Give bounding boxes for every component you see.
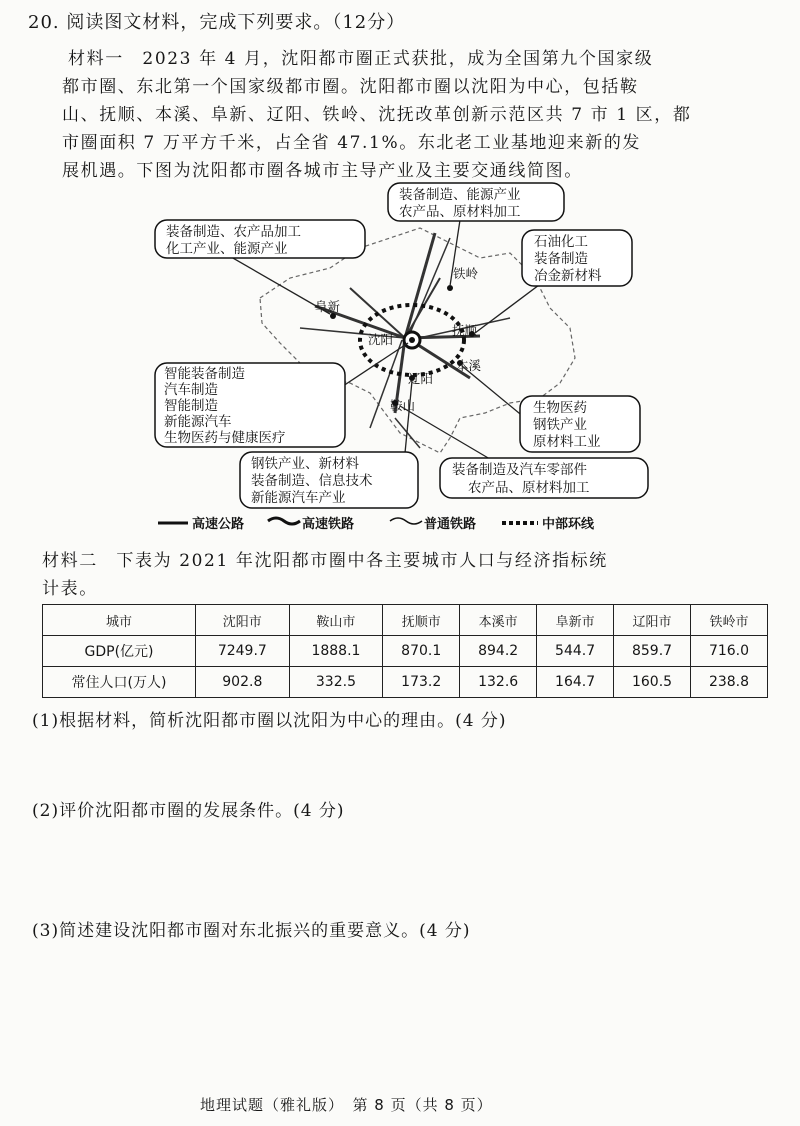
table-header-row (43, 605, 768, 636)
table-header: 抚顺市 (383, 605, 460, 636)
table-cell: 716.0 (691, 636, 768, 667)
sub-question-2: (2)评价沈阳都市圈的发展条件。(4 分) (32, 801, 345, 821)
table-header: 阜新市 (537, 605, 614, 636)
table-cell: 859.7 (614, 636, 691, 667)
table-cell: 132.6 (460, 667, 537, 698)
svg-text:原材料工业: 原材料工业 (533, 434, 601, 450)
industry-box-benxi (520, 396, 640, 452)
table-header: 沈阳市 (196, 605, 290, 636)
material1-line: 都市圈、东北第一个国家级都市圈。沈阳都市圈以沈阳为中心，包括鞍 (62, 77, 639, 97)
material1-line: 材料一 2023 年 4 月，沈阳都市圈正式获批，成为全国第九个国家级 (68, 49, 654, 69)
table-header: 铁岭市 (691, 605, 768, 636)
sub-question-3: (3)简述建设沈阳都市圈对东北振兴的重要意义。(4 分) (32, 921, 471, 941)
material1-line: 山、抚顺、本溪、阜新、辽阳、铁岭、沈抚改革创新示范区共 7 市 1 区，都 (62, 105, 692, 125)
legend-railway: 普通铁路 (424, 517, 477, 530)
table-row (43, 667, 768, 698)
material2-line: 材料二 下表为 2021 年沈阳都市圈中各主要城市人口与经济指标统 (42, 551, 608, 571)
industry-transport-map (150, 178, 650, 530)
svg-text:钢铁产业、新材料: 钢铁产业、新材料 (251, 456, 359, 472)
svg-text:生物医药: 生物医药 (533, 400, 587, 416)
statistics-table (42, 604, 768, 698)
label-fuxin: 阜新 (315, 299, 341, 314)
svg-text:装备制造: 装备制造 (534, 251, 588, 267)
svg-text:新能源汽车: 新能源汽车 (164, 414, 232, 430)
svg-text:石油化工: 石油化工 (534, 234, 588, 250)
svg-text:智能制造: 智能制造 (164, 398, 218, 414)
label-fushun: 抚顺 (452, 323, 478, 338)
svg-text:农产品、原材料加工: 农产品、原材料加工 (468, 480, 590, 496)
table-cell: 7249.7 (196, 636, 290, 667)
industry-box-liaoyang (440, 458, 648, 498)
legend-ring: 中部环线 (542, 517, 595, 530)
label-tieling: 铁岭 (453, 266, 479, 281)
table-cell: 173.2 (383, 667, 460, 698)
table-cell: 544.7 (537, 636, 614, 667)
table-cell: 332.5 (289, 667, 383, 698)
table-cell: 870.1 (383, 636, 460, 667)
legend-high-speed-rail: 高速铁路 (302, 517, 355, 530)
industry-box-shenyang (155, 363, 345, 447)
svg-text:装备制造、农产品加工: 装备制造、农产品加工 (166, 224, 301, 240)
table-row (43, 636, 768, 667)
table-header: 鞍山市 (289, 605, 383, 636)
table-cell: 902.8 (196, 667, 290, 698)
material1-line: 市圈面积 7 万平方千米，占全省 47.1%。东北老工业基地迎来新的发 (62, 133, 642, 153)
label-benxi: 本溪 (456, 358, 482, 373)
table-cell: 164.7 (537, 667, 614, 698)
table-cell: 238.8 (691, 667, 768, 698)
label-anshan: 鞍山 (390, 398, 416, 413)
svg-text:装备制造及汽车零部件: 装备制造及汽车零部件 (452, 462, 587, 478)
material1-line: 展机遇。下图为沈阳都市圈各城市主导产业及主要交通线简图。 (62, 161, 583, 181)
table-cell: 160.5 (614, 667, 691, 698)
table-header: 辽阳市 (614, 605, 691, 636)
table-cell: 1888.1 (289, 636, 383, 667)
label-liaoyang: 辽阳 (408, 371, 434, 386)
table-cell: GDP(亿元) (43, 636, 196, 667)
industry-box-anshan (240, 452, 418, 508)
page-footer: 地理试题（雅礼版） 第 8 页（共 8 页） (200, 1096, 493, 1114)
svg-text:装备制造、信息技术: 装备制造、信息技术 (251, 473, 373, 489)
svg-text:智能装备制造: 智能装备制造 (164, 366, 245, 382)
question-header: 20. 阅读图文材料，完成下列要求。（12分） (28, 12, 406, 33)
svg-text:生物医药与健康医疗: 生物医药与健康医疗 (164, 430, 286, 446)
material2-line: 计表。 (42, 579, 98, 599)
legend-expressway: 高速公路 (192, 517, 245, 530)
industry-box-fushun (522, 230, 632, 286)
svg-text:农产品、原材料加工: 农产品、原材料加工 (399, 204, 521, 220)
svg-text:新能源汽车产业: 新能源汽车产业 (251, 490, 346, 506)
svg-text:化工产业、能源产业: 化工产业、能源产业 (166, 241, 288, 257)
svg-text:钢铁产业: 钢铁产业 (533, 417, 587, 433)
svg-text:装备制造、能源产业: 装备制造、能源产业 (399, 187, 521, 203)
table-cell: 常住人口(万人) (43, 667, 196, 698)
industry-box-tieling (388, 183, 564, 221)
label-shenyang: 沈阳 (368, 332, 394, 347)
svg-text:冶金新材料: 冶金新材料 (534, 268, 602, 284)
sub-question-1: (1)根据材料，简析沈阳都市圈以沈阳为中心的理由。(4 分) (32, 711, 507, 731)
table-header: 本溪市 (460, 605, 537, 636)
table-cell: 894.2 (460, 636, 537, 667)
map-legend (158, 516, 595, 530)
table-header: 城市 (43, 605, 196, 636)
svg-text:汽车制造: 汽车制造 (164, 382, 218, 398)
industry-box-fuxin (155, 220, 365, 258)
